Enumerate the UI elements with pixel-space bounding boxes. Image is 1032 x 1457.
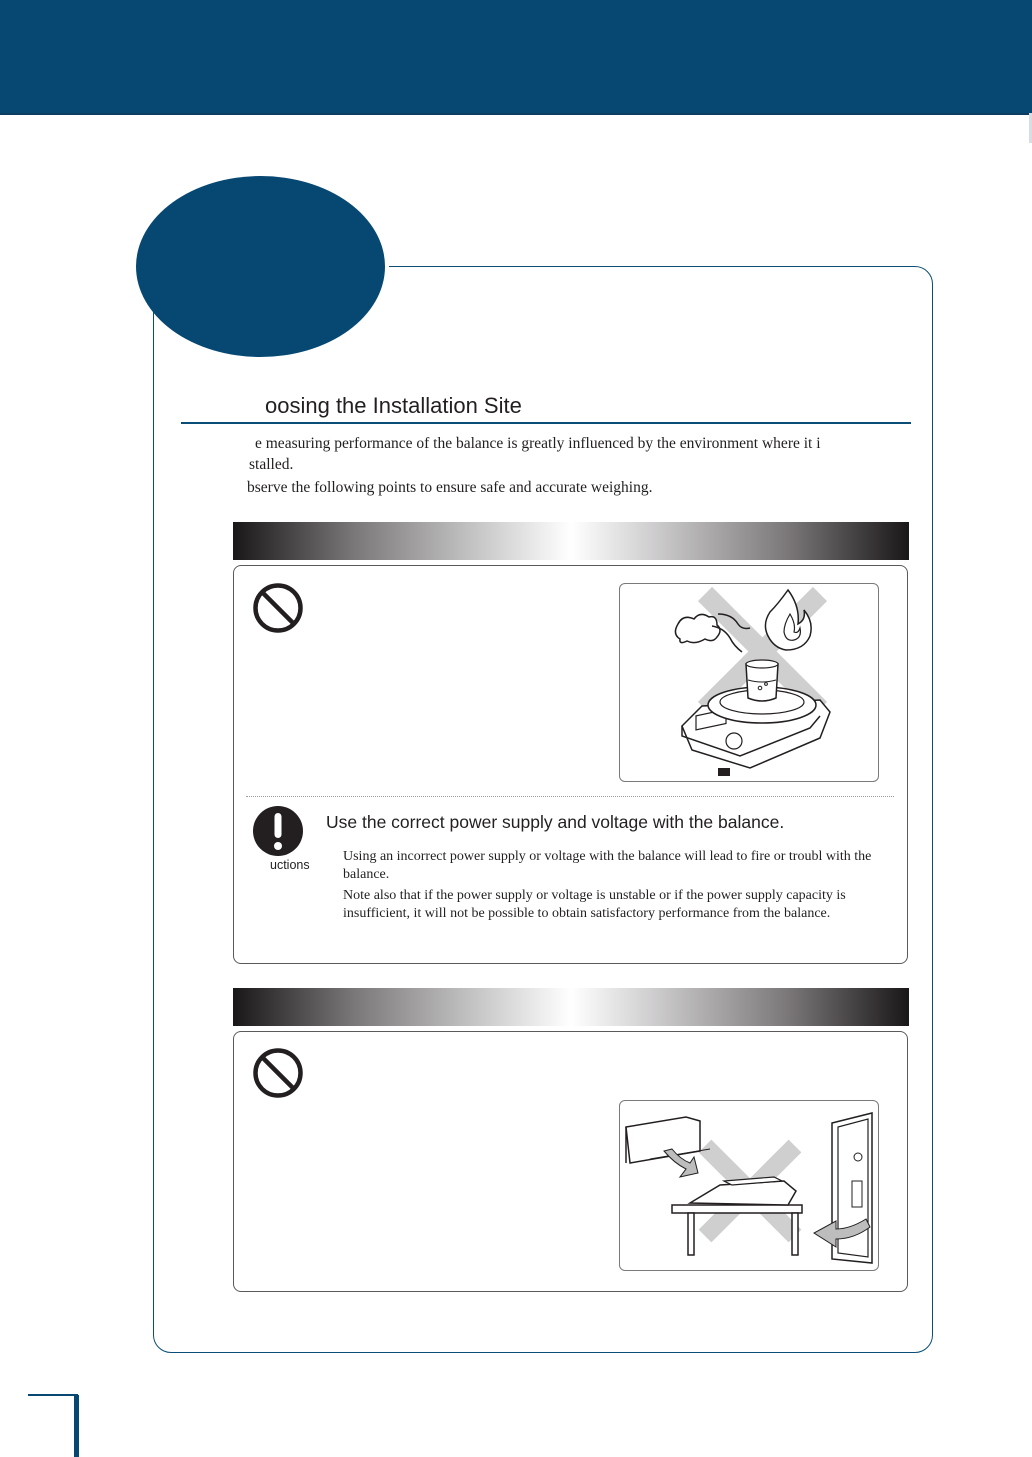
- caution-text: Note also that if the power supply or voltage is unstable or if the power supply capacity is insufficient, it will not be possible to obtain satisfactory performance from the balance.: [343, 888, 846, 921]
- header-band: [0, 0, 1032, 113]
- title-underline: [181, 422, 911, 424]
- prohibited-icon: [252, 1047, 304, 1099]
- hazard-illustration: [619, 583, 879, 782]
- caution-text: Using an incorrect power supply or voltage with the balance will lead to fire or troubl with the balance.: [343, 849, 872, 882]
- caution-title: Use the correct power supply and voltage with the balance.: [326, 812, 785, 832]
- dotted-divider: [246, 796, 894, 797]
- caution-label: uctions: [270, 858, 310, 872]
- exclamation-icon: [252, 805, 304, 857]
- chapter-oval: [136, 176, 385, 357]
- section-title: oosing the Installation Site: [265, 393, 522, 418]
- draft-illustration: [619, 1100, 879, 1271]
- intro-line: e measuring performance of the balance is greatly influenced by the environment where it i: [255, 435, 821, 452]
- page-number-rule: [28, 1394, 78, 1396]
- prohibited-icon: [252, 582, 304, 634]
- intro-line: bserve the following points to ensure safe and accurate weighing.: [247, 479, 653, 496]
- intro-line: stalled.: [249, 456, 294, 473]
- page-number-marker: [74, 1395, 79, 1457]
- section-bar: [233, 522, 909, 560]
- section-bar: [233, 988, 909, 1026]
- header-rule: [0, 113, 1032, 115]
